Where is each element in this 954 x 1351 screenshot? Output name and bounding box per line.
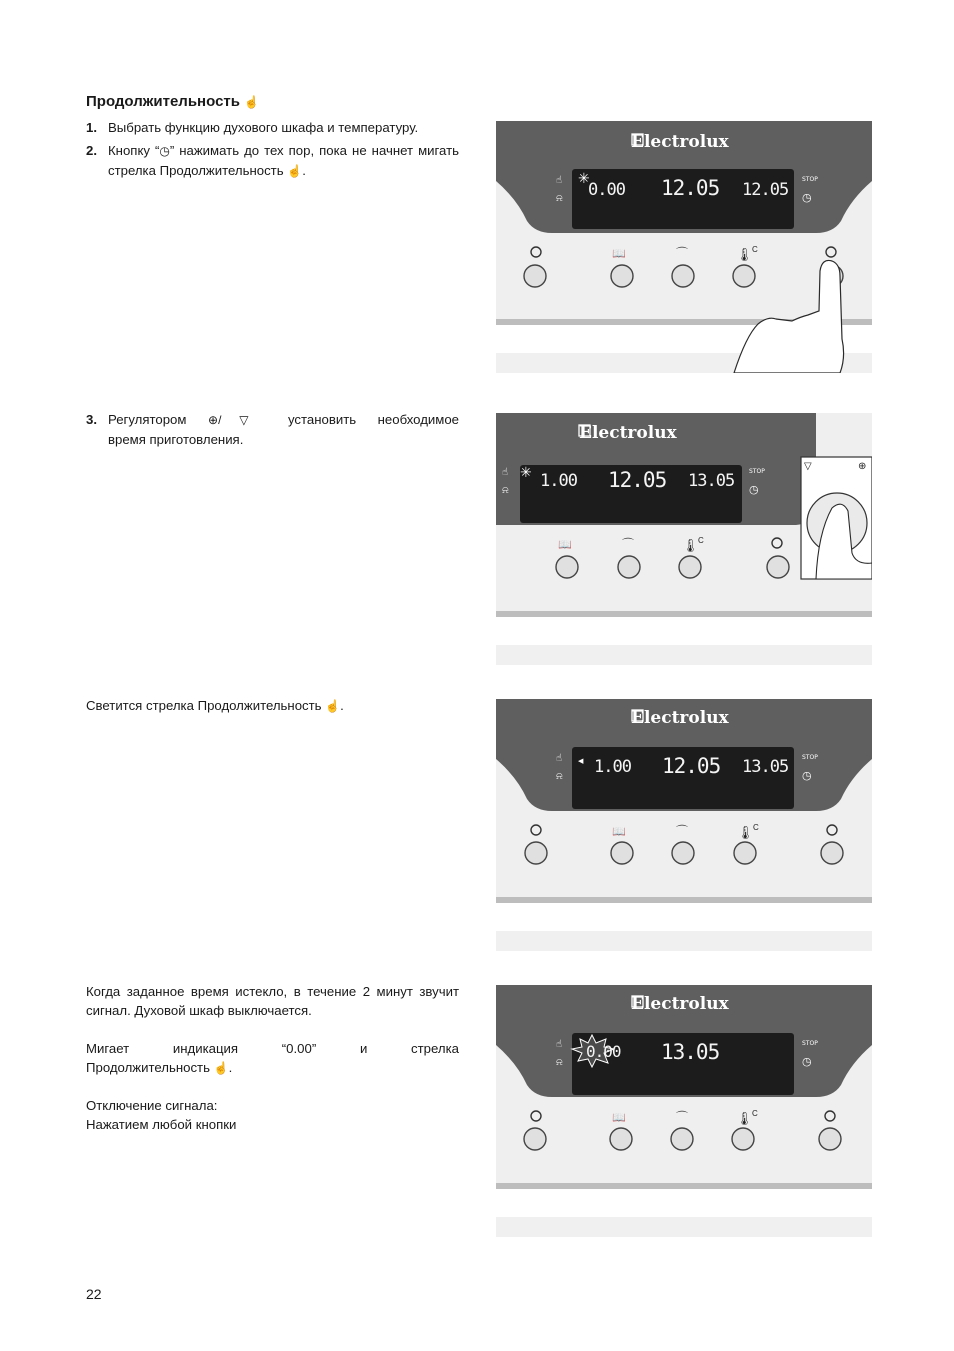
oven-panel-1 xyxy=(496,121,872,373)
plus-minus-selector-icon: ⊕/▽ xyxy=(208,413,267,427)
step-1 xyxy=(86,118,459,137)
brand-logo: Electrolux xyxy=(631,132,729,152)
function-button[interactable] xyxy=(610,1128,632,1150)
glows-note: Светится стрелка Продолжительность ☝. xyxy=(86,698,344,713)
duration-hand-icon: ☝ xyxy=(556,175,563,186)
fan-icon: ⌒ xyxy=(622,537,635,551)
step-2 xyxy=(86,141,459,181)
time-readout: 12.05 xyxy=(662,754,721,778)
thermometer-icon: 🌡 xyxy=(736,247,753,262)
duration-hand-icon: ☝ xyxy=(502,467,509,478)
oven-panel-2 xyxy=(496,413,872,665)
end-note-3: Отключение сигнала: Нажатием любой кнопки xyxy=(86,1098,237,1132)
clock-button-left[interactable] xyxy=(525,842,547,864)
book-icon: 📖 xyxy=(612,1112,626,1124)
clock-button-right[interactable] xyxy=(821,842,843,864)
duration-hand-icon: ☝ xyxy=(287,164,303,178)
fan-button[interactable] xyxy=(672,842,694,864)
clock-icon: ◷ xyxy=(802,1055,812,1068)
bell-icon: ⍾ xyxy=(556,771,563,782)
stop-label: STOP xyxy=(749,468,765,475)
step-3 xyxy=(86,410,459,449)
step-number: 2. xyxy=(86,143,97,158)
duration-readout: 1.00 xyxy=(594,757,631,777)
thermometer-icon: 🌡 xyxy=(737,825,754,840)
end-readout: 12.05 xyxy=(742,180,789,200)
thermometer-icon: 🌡 xyxy=(736,1111,753,1126)
flash-star-icon: ✳ xyxy=(520,464,532,480)
bell-icon: ⍾ xyxy=(502,485,509,496)
page-number: 22 xyxy=(86,1286,102,1302)
function-button[interactable] xyxy=(556,556,578,578)
duration-arrow-indicator: ◀ xyxy=(578,758,584,765)
time-readout: 12.05 xyxy=(608,468,667,492)
fan-button[interactable] xyxy=(672,265,694,287)
fan-button[interactable] xyxy=(618,556,640,578)
temp-unit-label: C xyxy=(698,536,704,545)
clock-button[interactable] xyxy=(767,556,789,578)
temperature-button[interactable] xyxy=(733,265,755,287)
stop-label: STOP xyxy=(802,1040,818,1047)
duration-hand-icon: ☝ xyxy=(244,95,260,109)
end-note-1: Когда заданное время истекло, в течение 2 минут звучит сигнал. Духовой шкаф выключается. xyxy=(86,984,459,1018)
fan-icon: ⌒ xyxy=(676,246,689,260)
fan-button[interactable] xyxy=(671,1128,693,1150)
clock-icon: ◷ xyxy=(749,483,759,496)
clock-button-left[interactable] xyxy=(524,1128,546,1150)
temp-unit-label: C xyxy=(752,1109,758,1118)
duration-hand-icon: ☝ xyxy=(556,1039,563,1050)
oven-panel-3 xyxy=(496,699,872,951)
book-icon: 📖 xyxy=(612,248,626,260)
function-button[interactable] xyxy=(611,265,633,287)
book-icon: 📖 xyxy=(612,826,626,838)
time-readout: 12.05 xyxy=(661,176,720,200)
flash-star-icon: ✳ xyxy=(578,170,590,186)
duration-hand-icon: ☝ xyxy=(556,753,563,764)
time-readout: 13.05 xyxy=(661,1040,720,1064)
thermometer-icon: 🌡 xyxy=(682,538,699,553)
duration-readout: 0.00 xyxy=(588,180,625,200)
fan-icon: ⌒ xyxy=(676,824,689,838)
function-button[interactable] xyxy=(611,842,633,864)
oven-panel-4 xyxy=(496,985,872,1237)
book-icon: 📖 xyxy=(558,539,572,551)
brand-logo: Electrolux xyxy=(631,708,729,728)
end-readout: 13.05 xyxy=(688,471,735,491)
clock-button-right[interactable] xyxy=(819,1128,841,1150)
plus-arrow-icon: ⊕ xyxy=(858,461,867,472)
end-note-2: Мигает индикация “0.00” и стрелка Продолжительность ☝. xyxy=(86,1041,459,1075)
step-text: Выбрать функцию духового шкафа и температуру. xyxy=(108,120,419,135)
temperature-button[interactable] xyxy=(679,556,701,578)
duration-readout: 1.00 xyxy=(540,471,577,491)
temp-unit-label: C xyxy=(753,823,759,832)
brand-logo: Electrolux xyxy=(631,994,729,1014)
step-text: Регулятором ⊕/▽ установить необходимое время приготовления. xyxy=(108,412,459,447)
clock-icon: ◷ xyxy=(802,191,812,204)
brand-logo: Electrolux xyxy=(579,423,677,443)
duration-hand-icon: ☝ xyxy=(213,1061,229,1075)
stop-label: STOP xyxy=(802,176,818,183)
clock-button-left[interactable] xyxy=(524,265,546,287)
step-text: Кнопку “◷” нажимать до тех пор, пока не начнет мигать стрелка Продолжительность ☝. xyxy=(108,143,459,178)
clock-button-icon: ◷ xyxy=(159,144,170,158)
fan-icon: ⌒ xyxy=(676,1110,689,1124)
section-title: Продолжительность ☝ xyxy=(86,93,260,110)
minus-arrow-icon: ▽ xyxy=(804,461,812,472)
temperature-button[interactable] xyxy=(734,842,756,864)
bell-icon: ⍾ xyxy=(556,1057,563,1068)
step-number: 3. xyxy=(86,412,97,427)
temperature-button[interactable] xyxy=(732,1128,754,1150)
step-number: 1. xyxy=(86,120,97,135)
clock-icon: ◷ xyxy=(802,769,812,782)
stop-label: STOP xyxy=(802,754,818,761)
duration-hand-icon: ☝ xyxy=(325,699,341,713)
temp-unit-label: C xyxy=(752,245,758,254)
bell-icon: ⍾ xyxy=(556,193,563,204)
end-readout: 13.05 xyxy=(742,757,789,777)
duration-readout: 0.00 xyxy=(586,1042,621,1061)
